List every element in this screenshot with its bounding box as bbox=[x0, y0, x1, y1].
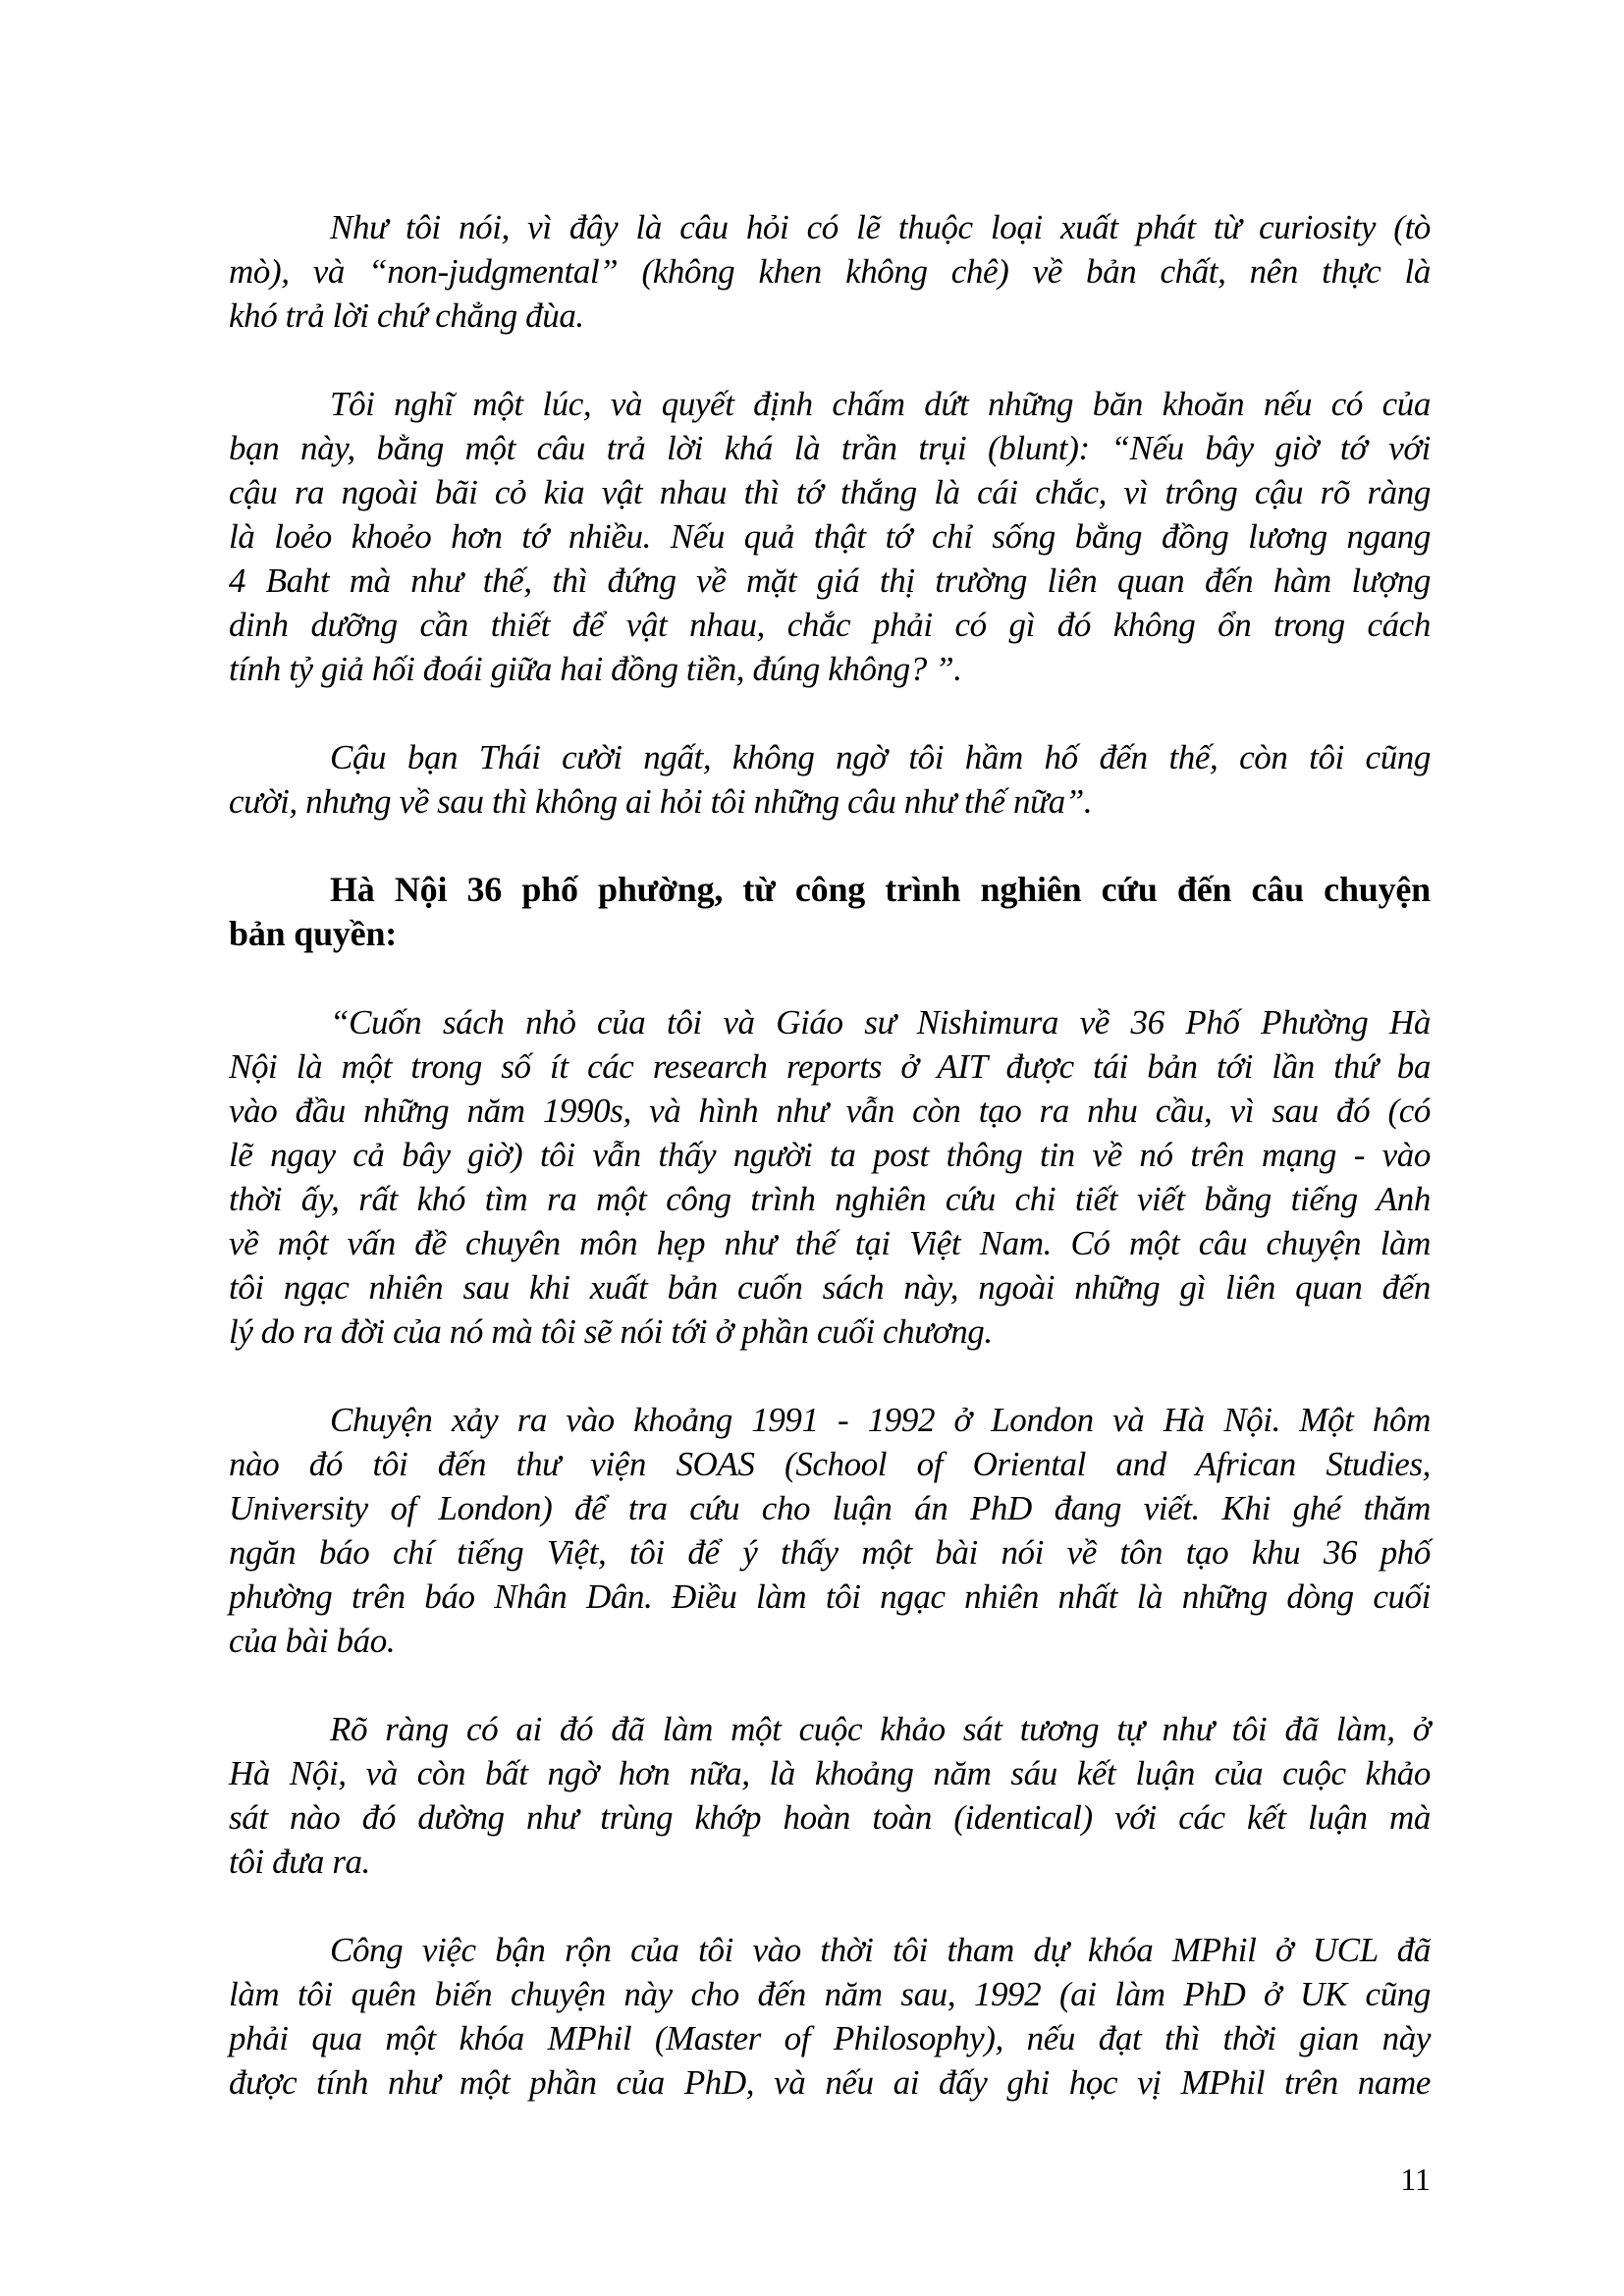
text-line: Nội là một trong số ít các research reports ở AIT được tái bản tới lần thứ ba bbox=[229, 1047, 1431, 1086]
text-line: Cậu bạn Thái cười ngất, không ngờ tôi hầm hố đến thế, còn tôi cũng bbox=[330, 738, 1431, 776]
text-line: “Cuốn sách nhỏ của tôi và Giáo sư Nishimura về 36 Phố Phường Hà bbox=[330, 1003, 1431, 1041]
text-line: tôi đưa ra. bbox=[229, 1842, 371, 1881]
text-line: vào đầu những năm 1990s, và hình như vẫn còn tạo ra nhu cầu, vì sau đó (có bbox=[229, 1092, 1431, 1130]
text-line: ngăn báo chí tiếng Việt, tôi để ý thấy một bài nói về tôn tạo khu 36 phố bbox=[229, 1533, 1431, 1572]
paragraph bbox=[229, 382, 1431, 691]
text-line: được tính như một phần của PhD, và nếu ai đấy ghi học vị MPhil trên name bbox=[229, 2063, 1431, 2102]
text-line: nào đó tôi đến thư viện SOAS (School of Oriental and African Studies, bbox=[229, 1445, 1431, 1483]
section-heading bbox=[229, 868, 1431, 956]
paragraph bbox=[229, 1000, 1431, 1354]
text-line: về một vấn đề chuyên môn hẹp như thế tại Việt Nam. Có một câu chuyện làm bbox=[229, 1224, 1431, 1262]
paragraph bbox=[229, 735, 1431, 824]
text-line: University of London) để tra cứu cho luận án PhD đang viết. Khi ghé thăm bbox=[229, 1489, 1431, 1527]
paragraph bbox=[229, 1398, 1431, 1663]
text-line: mò), và “non-judgmental” (không khen không chê) về bản chất, nên thực là bbox=[229, 252, 1431, 291]
text-line: tính tỷ giả hối đoái giữa hai đồng tiền, đúng không? ”. bbox=[229, 650, 962, 688]
text-line: thời ấy, rất khó tìm ra một công trình nghiên cứu chi tiết viết bằng tiếng Anh bbox=[229, 1180, 1431, 1218]
page-number: 11 bbox=[1400, 2162, 1431, 2197]
text-line: phải qua một khóa MPhil (Master of Philosophy), nếu đạt thì thời gian này bbox=[229, 2019, 1431, 2057]
text-line: làm tôi quên biến chuyện này cho đến năm sau, 1992 (ai làm PhD ở UK cũng bbox=[229, 1975, 1431, 2013]
text-line: là loẻo khoẻo hơn tớ nhiều. Nếu quả thật tớ chỉ sống bằng đồng lương ngang bbox=[229, 517, 1431, 556]
text-line: của bài báo. bbox=[229, 1622, 396, 1660]
text-line: khó trả lời chứ chẳng đùa. bbox=[229, 296, 584, 335]
text-line: sát nào đó dường như trùng khớp hoàn toàn (identical) với các kết luận mà bbox=[229, 1798, 1431, 1837]
text-block bbox=[229, 205, 1431, 2149]
text-line: lý do ra đời của nó mà tôi sẽ nói tới ở phần cuối chương. bbox=[229, 1312, 993, 1351]
text-line: Rõ ràng có ai đó đã làm một cuộc khảo sát tương tự như tôi đã làm, ở bbox=[330, 1710, 1431, 1748]
paragraph bbox=[229, 1707, 1431, 1884]
text-line: Công việc bận rộn của tôi vào thời tôi tham dự khóa MPhil ở UCL đã bbox=[330, 1931, 1431, 1969]
heading-line: bản quyền: bbox=[229, 914, 398, 953]
paragraph bbox=[229, 1928, 1431, 2105]
heading-line: Hà Nội 36 phố phường, từ công trình nghiên cứu đến câu chuyện bbox=[330, 870, 1431, 909]
text-line: dinh dưỡng cần thiết để vật nhau, chắc phải có gì đó không ổn trong cách bbox=[229, 606, 1431, 644]
text-line: Hà Nội, và còn bất ngờ hơn nữa, là khoảng năm sáu kết luận của cuộc khảo bbox=[229, 1754, 1431, 1792]
text-line: 4 Baht mà như thế, thì đứng về mặt giá thị trường liên quan đến hàm lượng bbox=[229, 561, 1431, 600]
text-line: phường trên báo Nhân Dân. Điều làm tôi ngạc nhiên nhất là những dòng cuối bbox=[229, 1577, 1431, 1616]
paragraph bbox=[229, 205, 1431, 338]
text-line: Tôi nghĩ một lúc, và quyết định chấm dứt những băn khoăn nếu có của bbox=[330, 385, 1431, 423]
text-line: bạn này, bằng một câu trả lời khá là trần trụi (blunt): “Nếu bây giờ tớ với bbox=[229, 429, 1431, 467]
text-line: Như tôi nói, vì đây là câu hỏi có lẽ thuộc loại xuất phát từ curiosity (tò bbox=[330, 208, 1431, 246]
text-line: tôi ngạc nhiên sau khi xuất bản cuốn sách này, ngoài những gì liên quan đến bbox=[229, 1268, 1431, 1307]
text-line: lẽ ngay cả bây giờ) tôi vẫn thấy người ta post thông tin về nó trên mạng - vào bbox=[229, 1136, 1431, 1174]
text-line: cậu ra ngoài bãi cỏ kia vật nhau thì tớ thắng là cái chắc, vì trông cậu rõ ràng bbox=[229, 473, 1431, 511]
text-line: cười, nhưng về sau thì không ai hỏi tôi những câu như thế nữa”. bbox=[229, 782, 1093, 821]
text-line: Chuyện xảy ra vào khoảng 1991 - 1992 ở London và Hà Nội. Một hôm bbox=[330, 1401, 1431, 1439]
